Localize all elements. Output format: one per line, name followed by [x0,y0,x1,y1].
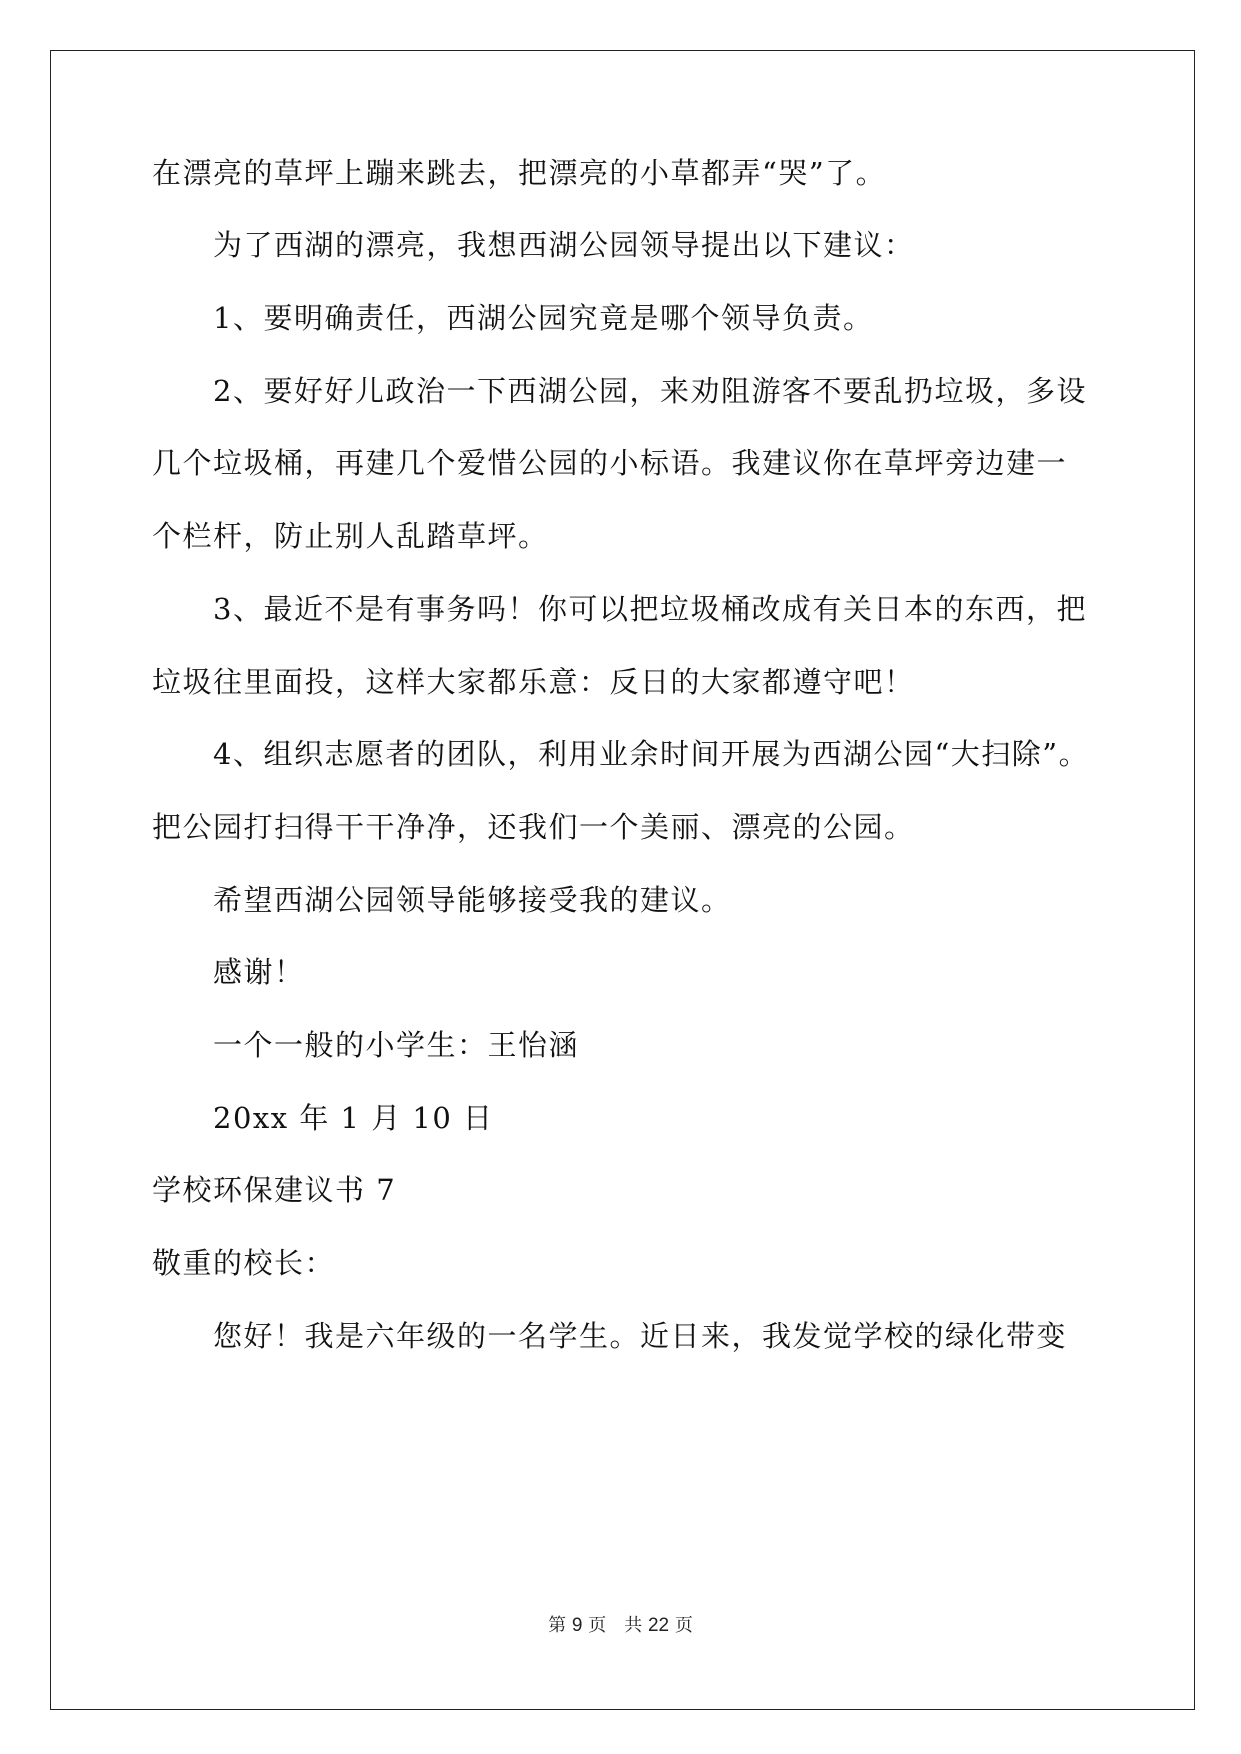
text-line-13: 一个一般的小学生：王怡涵 [213,1028,580,1062]
text-line-14: 20xx 年 1 月 10 日 [213,1101,494,1135]
footer-prefix: 第 [548,1615,567,1636]
text-line-15: 学校环保建议书 7 [152,1173,397,1207]
text-line-10: 把公园打扫得干干净净，还我们一个美丽、漂亮的公园。 [152,810,915,844]
page-border [50,50,1195,1710]
text-line-8: 垃圾往里面投，这样大家都乐意：反日的大家都遵守吧！ [152,665,915,699]
text-line-11: 希望西湖公园领导能够接受我的建议。 [213,883,732,917]
text-line-2: 为了西湖的漂亮，我想西湖公园领导提出以下建议： [213,228,915,262]
text-line-7: 3、最近不是有事务吗！你可以把垃圾桶改成有关日本的东西，把 [213,592,1087,626]
text-line-3: 1、要明确责任，西湖公园究竟是哪个领导负责。 [213,301,874,335]
footer-mid: 页 共 [588,1615,643,1636]
footer-page-number: 9 [571,1615,583,1636]
text-line-6: 个栏杆，防止别人乱踏草坪。 [152,519,549,553]
page-footer [0,1614,1241,1638]
text-line-17: 您好！我是六年级的一名学生。近日来，我发觉学校的绿化带变 [213,1319,1068,1353]
footer-suffix: 页 [674,1615,693,1636]
text-line-1: 在漂亮的草坪上蹦来跳去，把漂亮的小草都弄“哭”了。 [152,156,887,190]
text-line-4: 2、要好好儿政治一下西湖公园，来劝阻游客不要乱扔垃圾，多设 [213,374,1087,408]
text-line-16: 敬重的校长： [152,1246,336,1280]
footer-total-pages: 22 [647,1615,670,1636]
text-line-5: 几个垃圾桶，再建几个爱惜公园的小标语。我建议你在草坪旁边建一 [152,446,1068,480]
text-line-9: 4、组织志愿者的团队，利用业余时间开展为西湖公园“大扫除”。 [213,737,1090,771]
text-line-12: 感谢！ [213,955,305,989]
